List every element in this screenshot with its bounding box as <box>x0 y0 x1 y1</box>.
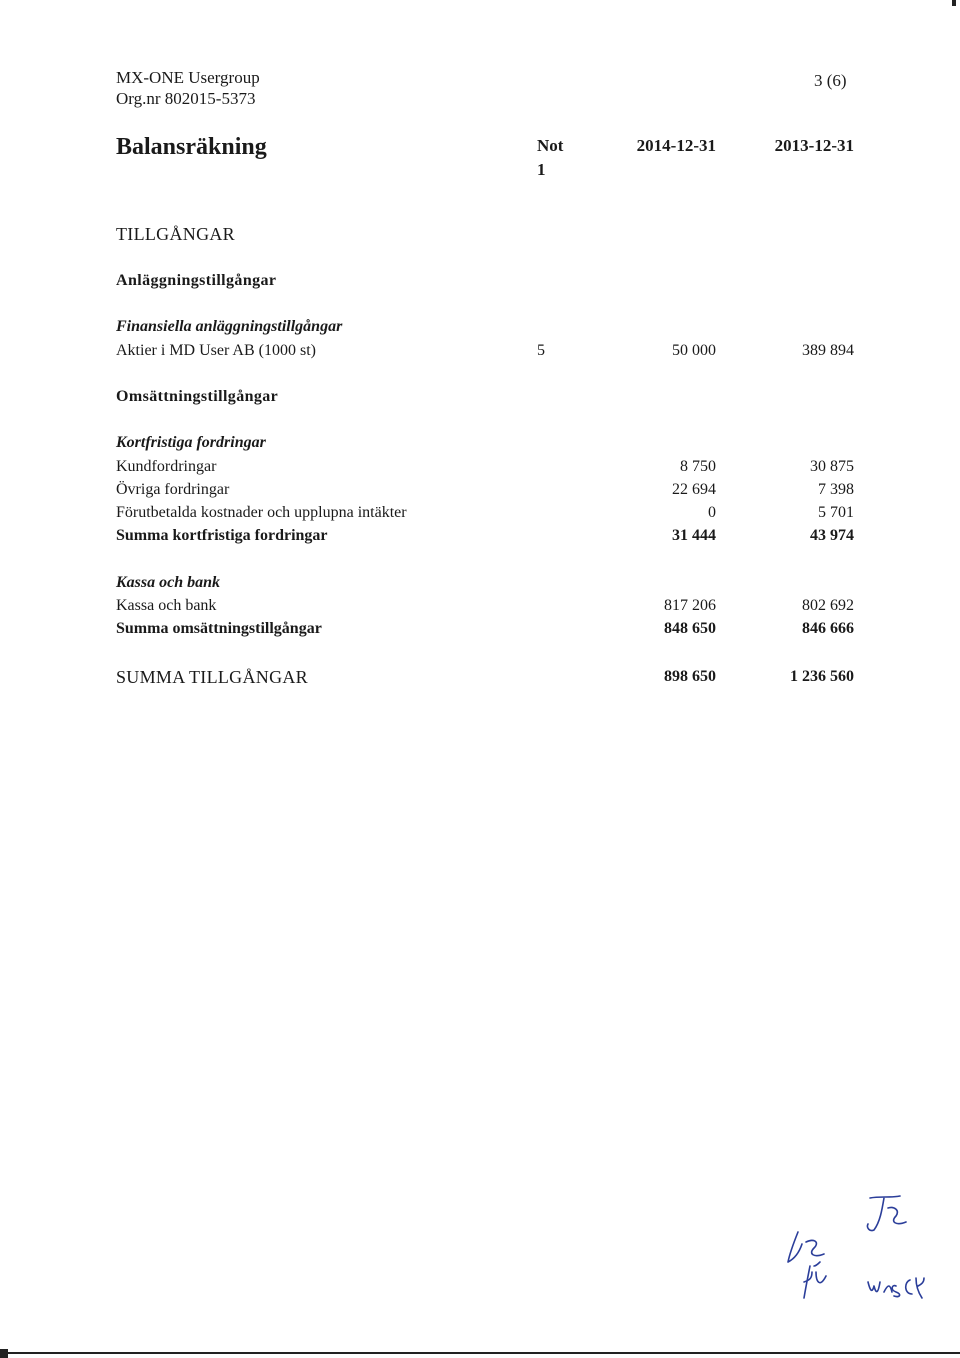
note-column-header: Not <box>537 136 564 155</box>
year-2014-header: 2014-12-31 <box>636 136 716 155</box>
row-value-2013: 802 692 <box>802 597 854 614</box>
row-value-2013: 5 701 <box>818 504 854 521</box>
row-value-2013: 7 398 <box>818 481 854 498</box>
row-value-2013: 389 894 <box>802 342 854 359</box>
row-label: Förutbetalda kostnader och upplupna intäkter <box>116 504 407 521</box>
row-note: 5 <box>537 342 545 359</box>
row-value-2014: 0 <box>708 504 716 521</box>
section-heading: TILLGÅNGAR <box>116 224 235 244</box>
total-value-2013: 1 236 560 <box>790 668 854 685</box>
sum-value-2014: 848 650 <box>664 620 716 637</box>
handwritten-initials <box>800 1262 830 1304</box>
total-label: SUMMA TILLGÅNGAR <box>116 667 308 687</box>
row-label: Aktier i MD User AB (1000 st) <box>116 342 316 359</box>
row-value-2013: 30 875 <box>810 458 854 475</box>
year-2013-header: 2013-12-31 <box>774 136 854 155</box>
row-label: Kassa och bank <box>116 597 217 614</box>
handwritten-initials <box>860 1192 910 1240</box>
row-label: Kundfordringar <box>116 458 217 475</box>
row-value-2014: 817 206 <box>664 597 716 614</box>
finansiella-heading: Finansiella anläggningstillgångar <box>116 318 343 335</box>
row-value-2014: 50 000 <box>672 342 716 359</box>
anlaggning-heading: Anläggningstillgångar <box>116 272 277 289</box>
kassa-heading: Kassa och bank <box>116 574 221 591</box>
sum-value-2013: 846 666 <box>802 620 854 637</box>
sum-row-label: Summa omsättningstillgångar <box>116 620 322 637</box>
page-number: 3 (6) <box>814 71 847 90</box>
org-name: MX-ONE Usergroup <box>116 68 260 87</box>
note-column-number: 1 <box>537 160 546 179</box>
row-label: Övriga fordringar <box>116 481 230 498</box>
page-title: Balansräkning <box>116 134 267 160</box>
sum-row-label: Summa kortfristiga fordringar <box>116 527 328 544</box>
sum-value-2014: 31 444 <box>672 527 716 544</box>
row-value-2014: 22 694 <box>672 481 716 498</box>
total-value-2014: 898 650 <box>664 668 716 685</box>
row-value-2014: 8 750 <box>680 458 716 475</box>
sum-value-2013: 43 974 <box>810 527 854 544</box>
scan-edge-bottom <box>0 1352 960 1354</box>
scan-mark <box>952 0 956 6</box>
handwritten-initials <box>866 1272 928 1302</box>
omsattning-heading: Omsättningstillgångar <box>116 388 279 405</box>
scan-edge-top <box>0 0 960 6</box>
scan-corner-mark <box>0 1349 8 1358</box>
kortfristiga-heading: Kortfristiga fordringar <box>116 434 266 451</box>
org-number: Org.nr 802015-5373 <box>116 89 256 108</box>
